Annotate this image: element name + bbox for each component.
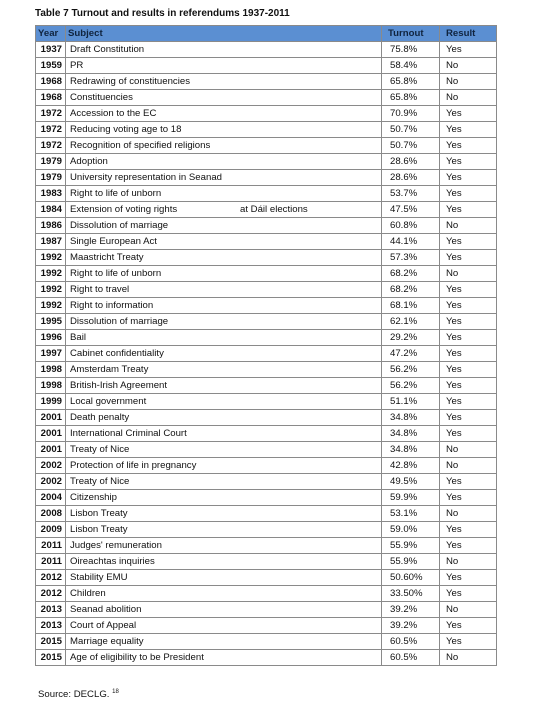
year-cell: 1987	[36, 234, 66, 250]
table-title: Table 7 Turnout and results in referendums 1937-2011	[35, 8, 290, 19]
subject-text: Lisbon Treaty	[70, 507, 128, 519]
result-cell: Yes	[440, 202, 497, 218]
subject-cell	[66, 426, 382, 442]
result-cell: Yes	[440, 282, 497, 298]
subject-cell	[66, 474, 382, 490]
subject-cell	[66, 106, 382, 122]
table-row	[36, 490, 497, 506]
table-row	[36, 458, 497, 474]
result-cell: Yes	[440, 250, 497, 266]
year-cell: 1999	[36, 394, 66, 410]
turnout-cell: 60.5%	[382, 650, 440, 666]
subject-text: Oireachtas inquiries	[70, 555, 155, 567]
subject-text: Dissolution of marriage	[70, 219, 169, 231]
subject-cell	[66, 202, 382, 218]
result-cell: No	[440, 218, 497, 234]
turnout-cell: 28.6%	[382, 154, 440, 170]
turnout-cell: 34.8%	[382, 426, 440, 442]
table-row	[36, 90, 497, 106]
result-cell: Yes	[440, 570, 497, 586]
table-row	[36, 522, 497, 538]
table-row	[36, 538, 497, 554]
turnout-cell: 53.1%	[382, 506, 440, 522]
year-cell: 2004	[36, 490, 66, 506]
year-cell: 1968	[36, 74, 66, 90]
table-row	[36, 554, 497, 570]
subject-text: Amsterdam Treaty	[70, 363, 149, 375]
year-cell: 2001	[36, 442, 66, 458]
subject-cell	[66, 138, 382, 154]
subject-cell	[66, 74, 382, 90]
year-cell: 1979	[36, 154, 66, 170]
subject-text: Right to life of unborn	[70, 187, 162, 199]
turnout-cell: 68.1%	[382, 298, 440, 314]
result-cell: No	[440, 506, 497, 522]
subject-cell	[66, 122, 382, 138]
table-row	[36, 234, 497, 250]
year-cell: 1997	[36, 346, 66, 362]
table-row	[36, 506, 497, 522]
table-row	[36, 266, 497, 282]
subject-cell	[66, 282, 382, 298]
result-cell: Yes	[440, 234, 497, 250]
header-subject: Subject	[66, 26, 382, 42]
subject-text: Seanad abolition	[70, 603, 142, 615]
table-row	[36, 186, 497, 202]
year-cell: 1937	[36, 42, 66, 58]
year-cell: 1959	[36, 58, 66, 74]
year-cell: 2012	[36, 586, 66, 602]
result-cell: Yes	[440, 138, 497, 154]
year-cell: 2015	[36, 650, 66, 666]
result-cell: Yes	[440, 474, 497, 490]
subject-cell	[66, 442, 382, 458]
turnout-cell: 56.2%	[382, 362, 440, 378]
subject-cell	[66, 154, 382, 170]
year-cell: 2002	[36, 458, 66, 474]
header-result: Result	[440, 26, 497, 42]
subject-text: Cabinet confidentiality	[70, 347, 164, 359]
subject-cell	[66, 218, 382, 234]
table-row	[36, 42, 497, 58]
subject-text: Extension of voting rights	[70, 203, 178, 215]
subject-cell	[66, 554, 382, 570]
turnout-cell: 68.2%	[382, 282, 440, 298]
result-cell: No	[440, 90, 497, 106]
result-cell: Yes	[440, 42, 497, 58]
result-cell: Yes	[440, 410, 497, 426]
turnout-cell: 50.7%	[382, 122, 440, 138]
subject-cell	[66, 570, 382, 586]
subject-text: British-Irish Agreement	[70, 379, 168, 391]
turnout-cell: 28.6%	[382, 170, 440, 186]
subject-cell	[66, 234, 382, 250]
source-note	[38, 689, 119, 700]
table-row	[36, 202, 497, 218]
year-cell: 1992	[36, 266, 66, 282]
year-cell: 1984	[36, 202, 66, 218]
result-cell: Yes	[440, 490, 497, 506]
table-row	[36, 154, 497, 170]
turnout-cell: 65.8%	[382, 90, 440, 106]
subject-cell	[66, 170, 382, 186]
subject-cell	[66, 490, 382, 506]
result-cell: Yes	[440, 522, 497, 538]
year-cell: 2009	[36, 522, 66, 538]
turnout-cell: 42.8%	[382, 458, 440, 474]
table-row	[36, 394, 497, 410]
table-row	[36, 330, 497, 346]
table-row	[36, 314, 497, 330]
subject-cell	[66, 458, 382, 474]
result-cell: No	[440, 554, 497, 570]
turnout-cell: 58.4%	[382, 58, 440, 74]
table-row	[36, 410, 497, 426]
subject-text: Citizenship	[70, 491, 117, 503]
result-cell: Yes	[440, 426, 497, 442]
table-row	[36, 570, 497, 586]
result-cell: Yes	[440, 122, 497, 138]
turnout-cell: 39.2%	[382, 618, 440, 634]
year-cell: 1998	[36, 378, 66, 394]
result-cell: Yes	[440, 314, 497, 330]
subject-text: Lisbon Treaty	[70, 523, 128, 535]
result-cell: Yes	[440, 186, 497, 202]
turnout-cell: 33.50%	[382, 586, 440, 602]
table-row	[36, 362, 497, 378]
turnout-cell: 62.1%	[382, 314, 440, 330]
result-cell: No	[440, 602, 497, 618]
turnout-cell: 70.9%	[382, 106, 440, 122]
table-row	[36, 106, 497, 122]
year-cell: 1992	[36, 282, 66, 298]
year-cell: 2013	[36, 618, 66, 634]
result-cell: Yes	[440, 154, 497, 170]
subject-text: Maastricht Treaty	[70, 251, 144, 263]
table-row	[36, 442, 497, 458]
turnout-cell: 56.2%	[382, 378, 440, 394]
result-cell: No	[440, 266, 497, 282]
year-cell: 1972	[36, 106, 66, 122]
subject-cell	[66, 298, 382, 314]
table-row	[36, 170, 497, 186]
table-row	[36, 378, 497, 394]
year-cell: 1995	[36, 314, 66, 330]
year-cell: 1998	[36, 362, 66, 378]
subject-note: at Dáil elections	[240, 203, 308, 215]
table-row	[36, 346, 497, 362]
year-cell: 2015	[36, 634, 66, 650]
year-cell: 2013	[36, 602, 66, 618]
subject-text: Draft Constitution	[70, 43, 145, 55]
turnout-cell: 59.9%	[382, 490, 440, 506]
result-cell: Yes	[440, 586, 497, 602]
table-row	[36, 74, 497, 90]
table-row	[36, 426, 497, 442]
subject-text: Stability EMU	[70, 571, 128, 583]
subject-text: International Criminal Court	[70, 427, 187, 439]
year-cell: 1972	[36, 122, 66, 138]
result-cell: Yes	[440, 538, 497, 554]
result-cell: Yes	[440, 330, 497, 346]
turnout-cell: 65.8%	[382, 74, 440, 90]
result-cell: Yes	[440, 106, 497, 122]
year-cell: 1992	[36, 250, 66, 266]
result-cell: Yes	[440, 362, 497, 378]
subject-text: Marriage equality	[70, 635, 144, 647]
subject-text: Adoption	[70, 155, 108, 167]
subject-cell	[66, 650, 382, 666]
header-turnout: Turnout	[382, 26, 440, 42]
turnout-cell: 57.3%	[382, 250, 440, 266]
turnout-cell: 50.60%	[382, 570, 440, 586]
table-row	[36, 138, 497, 154]
subject-text: Single European Act	[70, 235, 157, 247]
subject-cell	[66, 378, 382, 394]
turnout-cell: 75.8%	[382, 42, 440, 58]
subject-cell	[66, 58, 382, 74]
subject-cell	[66, 346, 382, 362]
year-cell: 2001	[36, 426, 66, 442]
year-cell: 1979	[36, 170, 66, 186]
table-row	[36, 634, 497, 650]
table-row	[36, 282, 497, 298]
turnout-cell: 55.9%	[382, 538, 440, 554]
result-cell: No	[440, 650, 497, 666]
turnout-cell: 53.7%	[382, 186, 440, 202]
referendum-table	[35, 25, 497, 666]
subject-cell	[66, 394, 382, 410]
subject-text: Reducing voting age to 18	[70, 123, 182, 135]
subject-text: Right to travel	[70, 283, 130, 295]
turnout-cell: 29.2%	[382, 330, 440, 346]
table-row	[36, 218, 497, 234]
turnout-cell: 59.0%	[382, 522, 440, 538]
turnout-cell: 60.8%	[382, 218, 440, 234]
subject-text: Dissolution of marriage	[70, 315, 169, 327]
result-cell: No	[440, 58, 497, 74]
table-row	[36, 586, 497, 602]
year-cell: 2001	[36, 410, 66, 426]
subject-text: Protection of life in pregnancy	[70, 459, 197, 471]
subject-cell	[66, 586, 382, 602]
subject-cell	[66, 314, 382, 330]
year-cell: 1968	[36, 90, 66, 106]
turnout-cell: 50.7%	[382, 138, 440, 154]
result-cell: No	[440, 74, 497, 90]
turnout-cell: 47.5%	[382, 202, 440, 218]
result-cell: No	[440, 442, 497, 458]
subject-text: Right to information	[70, 299, 154, 311]
subject-text: University representation in Seanad	[70, 171, 222, 183]
subject-cell	[66, 90, 382, 106]
year-cell: 2012	[36, 570, 66, 586]
subject-text: Redrawing of constituencies	[70, 75, 190, 87]
subject-cell	[66, 506, 382, 522]
subject-text: Death penalty	[70, 411, 130, 423]
turnout-cell: 47.2%	[382, 346, 440, 362]
turnout-cell: 51.1%	[382, 394, 440, 410]
turnout-cell: 68.2%	[382, 266, 440, 282]
subject-cell	[66, 266, 382, 282]
footnote-marker: 18	[112, 689, 119, 695]
result-cell: Yes	[440, 378, 497, 394]
result-cell: No	[440, 458, 497, 474]
subject-text: Judges' remuneration	[70, 539, 162, 551]
turnout-cell: 34.8%	[382, 442, 440, 458]
turnout-cell: 39.2%	[382, 602, 440, 618]
year-cell: 1996	[36, 330, 66, 346]
subject-cell	[66, 362, 382, 378]
table-row	[36, 58, 497, 74]
year-cell: 1992	[36, 298, 66, 314]
table-row	[36, 618, 497, 634]
year-cell: 1972	[36, 138, 66, 154]
subject-cell	[66, 186, 382, 202]
subject-text: Constituencies	[70, 91, 133, 103]
year-cell: 2011	[36, 538, 66, 554]
table-row	[36, 298, 497, 314]
subject-text: Local government	[70, 395, 147, 407]
subject-text: Age of eligibility to be President	[70, 651, 204, 663]
result-cell: Yes	[440, 618, 497, 634]
subject-text: Bail	[70, 331, 86, 343]
result-cell: Yes	[440, 394, 497, 410]
result-cell: Yes	[440, 346, 497, 362]
turnout-cell: 34.8%	[382, 410, 440, 426]
subject-text: Recognition of specified religions	[70, 139, 211, 151]
year-cell: 2008	[36, 506, 66, 522]
subject-text: Treaty of Nice	[70, 475, 130, 487]
table-row	[36, 474, 497, 490]
year-cell: 2002	[36, 474, 66, 490]
turnout-cell: 60.5%	[382, 634, 440, 650]
table-row	[36, 650, 497, 666]
subject-cell	[66, 522, 382, 538]
subject-cell	[66, 618, 382, 634]
result-cell: Yes	[440, 298, 497, 314]
table-row	[36, 122, 497, 138]
subject-text: Accession to the EC	[70, 107, 157, 119]
subject-cell	[66, 602, 382, 618]
year-cell: 1986	[36, 218, 66, 234]
subject-text: Children	[70, 587, 106, 599]
subject-text: PR	[70, 59, 84, 71]
year-cell: 1983	[36, 186, 66, 202]
subject-text: Treaty of Nice	[70, 443, 130, 455]
subject-cell	[66, 634, 382, 650]
subject-text: Court of Appeal	[70, 619, 137, 631]
subject-cell	[66, 330, 382, 346]
table-row	[36, 250, 497, 266]
subject-cell	[66, 250, 382, 266]
result-cell: Yes	[440, 634, 497, 650]
result-cell: Yes	[440, 170, 497, 186]
turnout-cell: 49.5%	[382, 474, 440, 490]
header-year: Year	[36, 26, 66, 42]
subject-cell	[66, 538, 382, 554]
subject-cell	[66, 410, 382, 426]
source-text: Source: DECLG.	[38, 689, 110, 700]
table-row	[36, 602, 497, 618]
turnout-cell: 44.1%	[382, 234, 440, 250]
year-cell: 2011	[36, 554, 66, 570]
subject-text: Right to life of unborn	[70, 267, 162, 279]
table-header-row	[36, 26, 497, 42]
turnout-cell: 55.9%	[382, 554, 440, 570]
subject-cell	[66, 42, 382, 58]
